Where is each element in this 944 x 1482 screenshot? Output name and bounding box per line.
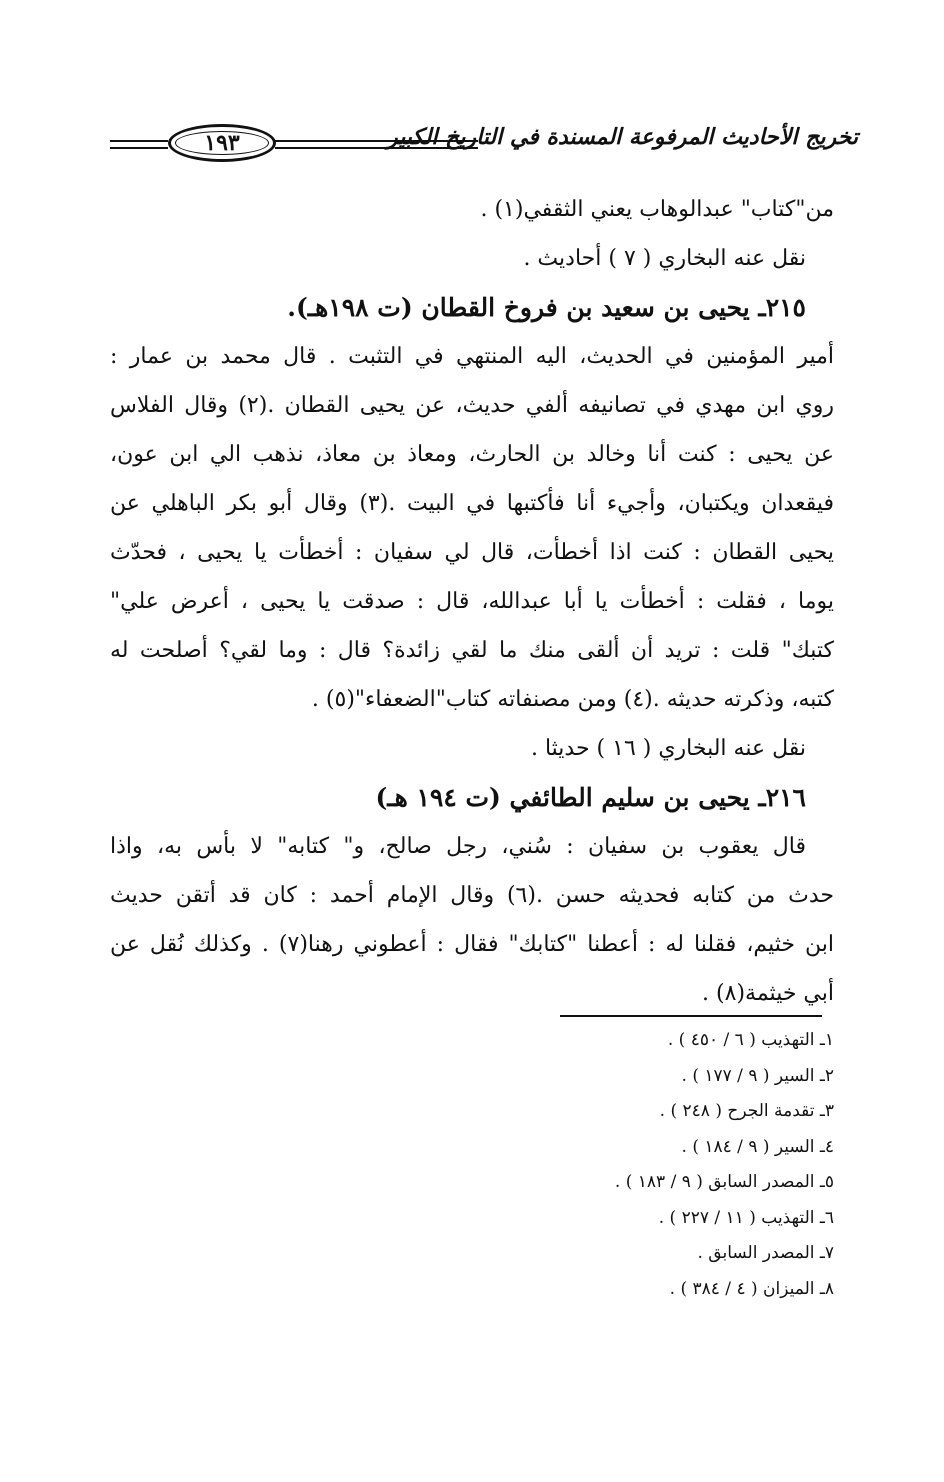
text-line: نقل عنه البخاري ( ١٦ ) حديثا . (530, 736, 806, 761)
header-double-rule-left (110, 140, 168, 149)
text-line: كتبك" قلت : تريد أن ألقى منك ما لقي زائدة؟ قال : وما لقي؟ أصلحت له (110, 638, 834, 663)
text-line: يوما ، فقلت : أخطأت يا أبا عبدالله، قال : صدقت يا يحيى ، أعرض علي" (110, 589, 834, 614)
text-line: يحيى القطان : كنت اذا أخطأت، قال لي سفيان : أخطأت يا يحيى ، فحدّث (110, 540, 834, 565)
footnote: ٤ـ السير ( ٩ / ١٨٤ ) . (681, 1136, 834, 1157)
text-line: أبي خيثمة(٨) . (702, 981, 834, 1006)
text-line: كتبه، وذكرته حديثه .(٤) ومن مصنفاته كتاب"الضعفاء"(٥) . (311, 687, 834, 712)
text-line: ابن خثيم، فقلنا له : أعطنا "كتابك" فقال : أعطوني رهنا(٧) . وكذلك نُقل عن (110, 932, 834, 957)
text-line: أمير المؤمنين في الحديث، اليه المنتهي في التثبت . قال محمد بن عمار : (110, 344, 834, 369)
footnote: ٧ـ المصدر السابق . (697, 1243, 834, 1263)
entry-heading: ٢١٦ـ يحيى بن سليم الطائفي (ت ١٩٤ هـ) (375, 783, 806, 812)
main-text (110, 185, 834, 1018)
entry-heading: ٢١٥ـ يحيى بن سعيد بن فروخ القطان (ت ١٩٨هـ). (287, 293, 806, 322)
page-number: ١٩٣ (168, 124, 276, 162)
running-header (110, 118, 858, 174)
footnote: ٢ـ السير ( ٩ / ١٧٧ ) . (681, 1065, 834, 1086)
footnote: ١ـ التهذيب ( ٦ / ٤٥٠ ) . (667, 1030, 834, 1050)
footnote: ٥ـ المصدر السابق ( ٩ / ١٨٣ ) . (614, 1172, 834, 1192)
footnotes (504, 1023, 834, 1307)
text-line: روي ابن مهدي في تصانيفه ألفي حديث، عن يحيى القطان .(٢) وقال الفلاس (110, 393, 834, 418)
text-line: فيقعدان ويكتبان، وأجيء أنا فأكتبها في البيت .(٣) وقال أبو بكر الباهلي عن (110, 491, 834, 516)
footnote-separator (560, 1015, 822, 1017)
text-line: قال يعقوب بن سفيان : سُني، رجل صالح، و" كتابه" لا بأس به، واذا (110, 834, 806, 859)
header-double-rule (275, 140, 478, 149)
text-line: نقل عنه البخاري ( ٧ ) أحاديث . (523, 246, 806, 271)
footnote: ٨ـ الميزان ( ٤ / ٣٨٤ ) . (669, 1278, 834, 1299)
footnote: ٣ـ تقدمة الجرح ( ٢٤٨ ) . (659, 1101, 834, 1121)
footnote: ٦ـ التهذيب ( ١١ / ٢٢٧ ) . (658, 1207, 834, 1228)
text-line: عن يحيى : كنت أنا وخالد بن الحارث، ومعاذ بن معاذ، نذهب الي ابن عون، (110, 442, 834, 467)
text-line: حدث من كتابه فحديثه حسن .(٦) وقال الإمام أحمد : كان قد أتقن حديث (110, 883, 834, 908)
text-line: من"كتاب" عبدالوهاب يعني الثقفي(١) . (480, 197, 834, 222)
book-title: تخريج الأحاديث المرفوعة المسندة في التاريخ الكبير (387, 124, 858, 150)
